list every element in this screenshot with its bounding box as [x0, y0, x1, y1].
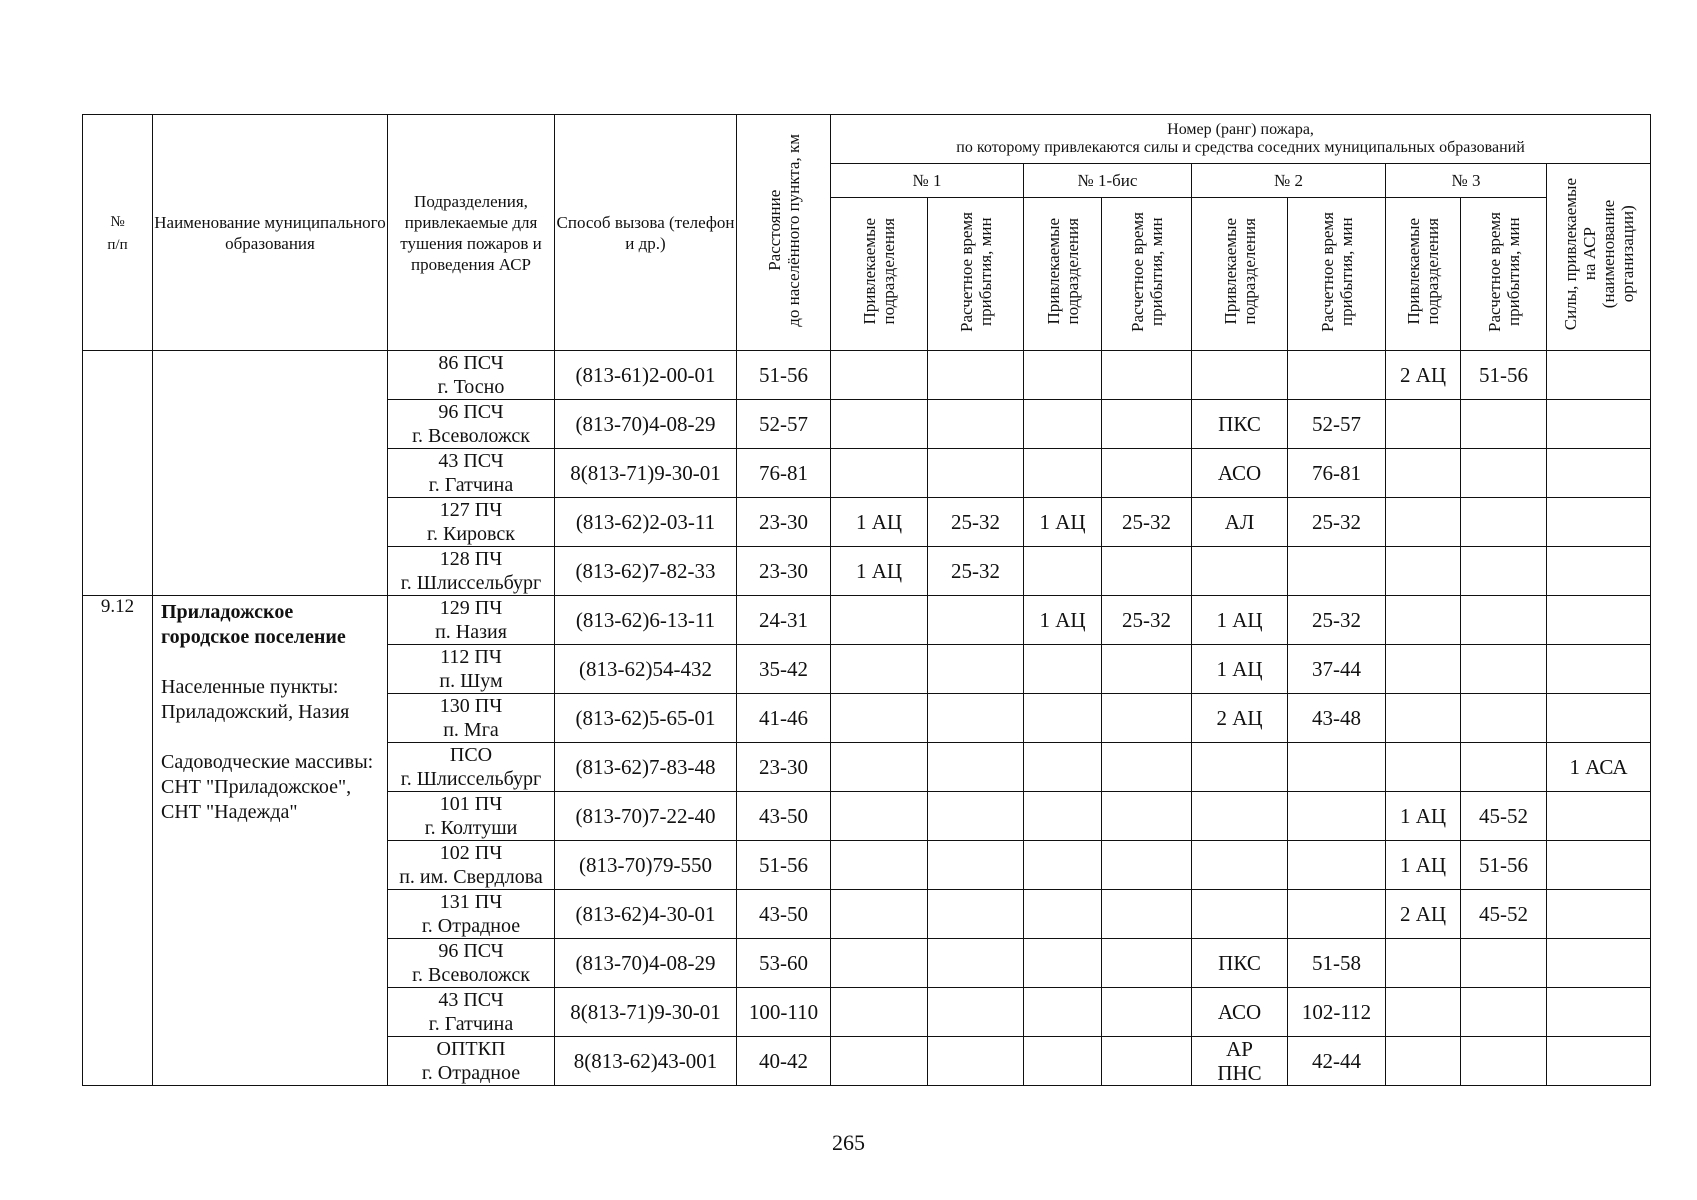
- r1b-time-cell: [1102, 890, 1192, 939]
- unit-location: п. Назия: [435, 621, 507, 643]
- r1b-time-cell: [1102, 939, 1192, 988]
- r3-time-cell: [1461, 939, 1547, 988]
- r1-time-cell: [928, 351, 1024, 400]
- r3-time-cell: [1461, 400, 1547, 449]
- asr-cell: [1547, 841, 1651, 890]
- r1b-time-cell: [1102, 988, 1192, 1037]
- unit-cell: [388, 841, 555, 890]
- header-r1-units: Привлекаемые подразделения: [831, 198, 928, 351]
- unit-cell: [388, 645, 555, 694]
- unit-location: г. Колтуши: [424, 817, 518, 839]
- phone-cell: (813-62)6-13-11: [555, 596, 737, 645]
- distance-cell: 23-30: [737, 498, 831, 547]
- r3-units-cell: 1 АЦ: [1386, 841, 1461, 890]
- asr-cell: [1547, 547, 1651, 596]
- header-r1-time: Расчетное время прибытия, мин: [928, 198, 1024, 351]
- r1-units-cell: [831, 400, 928, 449]
- fire-forces-table: [82, 114, 1651, 1086]
- header-r3-time: Расчетное время прибытия, мин: [1461, 198, 1547, 351]
- r3-units-cell: [1386, 694, 1461, 743]
- unit-name: 129 ПЧ: [439, 597, 503, 619]
- asr-cell: 1 АСА: [1547, 743, 1651, 792]
- asr-cell: [1547, 890, 1651, 939]
- r3-units-cell: [1386, 596, 1461, 645]
- unit-cell: [388, 939, 555, 988]
- r2-units-cell: [1192, 792, 1288, 841]
- r3-time-cell: [1461, 596, 1547, 645]
- unit-name: 96 ПСЧ: [438, 401, 504, 423]
- r1-units-cell: [831, 890, 928, 939]
- r3-time-cell: [1461, 1037, 1547, 1086]
- phone-cell: (813-62)7-82-33: [555, 547, 737, 596]
- r2-time-cell: 42-44: [1288, 1037, 1386, 1086]
- r1-time-cell: [928, 792, 1024, 841]
- r1-units-cell: [831, 449, 928, 498]
- r3-time-cell: 45-52: [1461, 792, 1547, 841]
- asr-cell: [1547, 449, 1651, 498]
- unit-name: 130 ПЧ: [439, 695, 503, 717]
- phone-cell: 8(813-71)9-30-01: [555, 449, 737, 498]
- header-municipality: Наименование муниципального образования: [153, 115, 388, 351]
- distance-cell: 24-31: [737, 596, 831, 645]
- header-r3-units: Привлекаемые подразделения: [1386, 198, 1461, 351]
- header-asr-forces: Силы, привлекаемые на АСР (наименование организации): [1547, 164, 1651, 351]
- unit-location: г. Кировск: [427, 523, 515, 545]
- unit-name: 86 ПСЧ: [438, 352, 504, 374]
- distance-cell: 53-60: [737, 939, 831, 988]
- r1b-time-cell: [1102, 645, 1192, 694]
- r2-time-cell: [1288, 890, 1386, 939]
- distance-cell: 41-46: [737, 694, 831, 743]
- r1-time-cell: [928, 645, 1024, 694]
- r1-units-cell: [831, 694, 928, 743]
- r2-time-cell: 37-44: [1288, 645, 1386, 694]
- unit-name: 96 ПСЧ: [438, 940, 504, 962]
- r1-time-cell: [928, 988, 1024, 1037]
- r1b-units-cell: [1024, 1037, 1102, 1086]
- distance-cell: 43-50: [737, 890, 831, 939]
- asr-cell: [1547, 1037, 1651, 1086]
- r1-units-cell: [831, 988, 928, 1037]
- r3-units-cell: 2 АЦ: [1386, 890, 1461, 939]
- unit-location: п. Шум: [439, 670, 503, 692]
- r1-time-cell: [928, 939, 1024, 988]
- r1-time-cell: [928, 890, 1024, 939]
- r2-time-cell: 51-58: [1288, 939, 1386, 988]
- header-distance: Расстояние до населённого пункта, км: [737, 115, 831, 351]
- unit-name: 102 ПЧ: [439, 842, 503, 864]
- distance-cell: 52-57: [737, 400, 831, 449]
- r1b-units-cell: [1024, 890, 1102, 939]
- distance-cell: 40-42: [737, 1037, 831, 1086]
- unit-cell: [388, 351, 555, 400]
- phone-cell: (813-70)4-08-29: [555, 400, 737, 449]
- r2-time-cell: [1288, 841, 1386, 890]
- phone-cell: (813-62)4-30-01: [555, 890, 737, 939]
- header-rank-1bis: № 1-бис: [1024, 164, 1192, 198]
- r3-units-cell: 2 АЦ: [1386, 351, 1461, 400]
- r1b-units-cell: [1024, 743, 1102, 792]
- unit-cell: [388, 890, 555, 939]
- r1-units-cell: [831, 743, 928, 792]
- municipality-cell: [153, 596, 388, 1086]
- r2-units-cell: [1192, 890, 1288, 939]
- header-rank-3: № 3: [1386, 164, 1547, 198]
- r1-time-cell: [928, 841, 1024, 890]
- r1b-time-cell: 25-32: [1102, 498, 1192, 547]
- unit-cell: [388, 449, 555, 498]
- asr-cell: [1547, 792, 1651, 841]
- unit-cell: [388, 694, 555, 743]
- unit-name: 43 ПСЧ: [438, 450, 504, 472]
- r1b-time-cell: [1102, 694, 1192, 743]
- r1b-time-cell: [1102, 400, 1192, 449]
- r2-units-cell: [1192, 547, 1288, 596]
- r1b-time-cell: [1102, 792, 1192, 841]
- asr-cell: [1547, 400, 1651, 449]
- unit-location: п. им. Свердлова: [399, 866, 543, 888]
- r3-units-cell: 1 АЦ: [1386, 792, 1461, 841]
- r3-units-cell: [1386, 645, 1461, 694]
- unit-cell: [388, 792, 555, 841]
- r2-time-cell: [1288, 547, 1386, 596]
- r1-time-cell: [928, 743, 1024, 792]
- phone-cell: (813-62)5-65-01: [555, 694, 737, 743]
- municipality-empty: [153, 351, 388, 596]
- unit-name: 101 ПЧ: [439, 793, 503, 815]
- municipality-title: Приладожское городское поселение: [161, 601, 346, 648]
- r3-units-cell: [1386, 449, 1461, 498]
- distance-cell: 51-56: [737, 351, 831, 400]
- r3-time-cell: [1461, 694, 1547, 743]
- r3-units-cell: [1386, 743, 1461, 792]
- r3-time-cell: [1461, 988, 1547, 1037]
- r2-time-cell: [1288, 743, 1386, 792]
- r2-time-cell: 52-57: [1288, 400, 1386, 449]
- asr-cell: [1547, 596, 1651, 645]
- phone-cell: (813-62)2-03-11: [555, 498, 737, 547]
- r2-units-cell: АР ПНС: [1192, 1037, 1288, 1086]
- r2-units-cell: АЛ: [1192, 498, 1288, 547]
- header-units: Подразделения, привлекаемые для тушения пожаров и проведения АСР: [388, 115, 555, 351]
- r2-time-cell: 102-112: [1288, 988, 1386, 1037]
- r2-units-cell: [1192, 351, 1288, 400]
- r1-units-cell: [831, 596, 928, 645]
- r1b-units-cell: [1024, 988, 1102, 1037]
- phone-cell: (813-70)4-08-29: [555, 939, 737, 988]
- r2-units-cell: [1192, 841, 1288, 890]
- r3-time-cell: [1461, 449, 1547, 498]
- unit-cell: [388, 400, 555, 449]
- phone-cell: (813-62)7-83-48: [555, 743, 737, 792]
- r1-units-cell: [831, 351, 928, 400]
- unit-location: п. Мга: [443, 719, 499, 741]
- r2-units-cell: 1 АЦ: [1192, 645, 1288, 694]
- page-number: 265: [832, 1130, 865, 1155]
- unit-location: г. Тосно: [437, 376, 505, 398]
- r2-units-cell: АСО: [1192, 988, 1288, 1037]
- r3-time-cell: 51-56: [1461, 351, 1547, 400]
- r3-units-cell: [1386, 1037, 1461, 1086]
- settlements-text: Населенные пункты: Приладожский, Назия: [161, 676, 350, 723]
- unit-name: 131 ПЧ: [439, 891, 503, 913]
- asr-cell: [1547, 694, 1651, 743]
- phone-cell: 8(813-62)43-001: [555, 1037, 737, 1086]
- unit-name: ПСО: [449, 744, 493, 766]
- r1b-units-cell: [1024, 939, 1102, 988]
- unit-location: г. Всеволожск: [412, 425, 530, 447]
- phone-cell: 8(813-71)9-30-01: [555, 988, 737, 1037]
- unit-cell: [388, 596, 555, 645]
- distance-cell: 43-50: [737, 792, 831, 841]
- header-r2-units: Привлекаемые подразделения: [1192, 198, 1288, 351]
- r1-units-cell: [831, 1037, 928, 1086]
- r1-time-cell: [928, 694, 1024, 743]
- r1b-units-cell: 1 АЦ: [1024, 596, 1102, 645]
- r2-units-cell: ПКС: [1192, 939, 1288, 988]
- distance-cell: 23-30: [737, 547, 831, 596]
- unit-cell: [388, 743, 555, 792]
- unit-cell: [388, 1037, 555, 1086]
- r1b-units-cell: 1 АЦ: [1024, 498, 1102, 547]
- r2-time-cell: [1288, 351, 1386, 400]
- r1b-units-cell: [1024, 400, 1102, 449]
- r1b-units-cell: [1024, 841, 1102, 890]
- r3-time-cell: [1461, 645, 1547, 694]
- r1-time-cell: [928, 449, 1024, 498]
- unit-location: г. Шлиссельбург: [400, 572, 542, 594]
- r1-time-cell: 25-32: [928, 547, 1024, 596]
- unit-cell: [388, 988, 555, 1037]
- r3-time-cell: 45-52: [1461, 890, 1547, 939]
- unit-cell: [388, 498, 555, 547]
- header-rank-1: № 1: [831, 164, 1024, 198]
- phone-cell: (813-61)2-00-01: [555, 351, 737, 400]
- r3-units-cell: [1386, 547, 1461, 596]
- unit-name: 128 ПЧ: [439, 548, 503, 570]
- unit-name: 127 ПЧ: [439, 499, 503, 521]
- phone-cell: (813-62)54-432: [555, 645, 737, 694]
- header-rank-2: № 2: [1192, 164, 1386, 198]
- asr-cell: [1547, 939, 1651, 988]
- unit-location: г. Гатчина: [428, 1013, 514, 1035]
- r3-units-cell: [1386, 988, 1461, 1037]
- header-r1b-units: Привлекаемые подразделения: [1024, 198, 1102, 351]
- r2-units-cell: 1 АЦ: [1192, 596, 1288, 645]
- unit-location: г. Отрадное: [421, 915, 521, 937]
- r3-units-cell: [1386, 498, 1461, 547]
- r2-time-cell: 76-81: [1288, 449, 1386, 498]
- table-row: [83, 596, 1651, 645]
- r2-units-cell: ПКС: [1192, 400, 1288, 449]
- r1b-units-cell: [1024, 792, 1102, 841]
- asr-cell: [1547, 498, 1651, 547]
- asr-cell: [1547, 645, 1651, 694]
- r2-units-cell: [1192, 743, 1288, 792]
- r1b-units-cell: [1024, 694, 1102, 743]
- unit-name: 112 ПЧ: [440, 646, 502, 668]
- r3-time-cell: [1461, 498, 1547, 547]
- r3-time-cell: 51-56: [1461, 841, 1547, 890]
- r1b-time-cell: [1102, 1037, 1192, 1086]
- r1b-units-cell: [1024, 351, 1102, 400]
- unit-location: г. Отрадное: [421, 1062, 521, 1084]
- distance-cell: 35-42: [737, 645, 831, 694]
- r1b-units-cell: [1024, 547, 1102, 596]
- r1b-time-cell: [1102, 449, 1192, 498]
- r1-units-cell: [831, 792, 928, 841]
- r3-units-cell: [1386, 939, 1461, 988]
- r1-units-cell: [831, 939, 928, 988]
- phone-cell: (813-70)7-22-40: [555, 792, 737, 841]
- r1-time-cell: 25-32: [928, 498, 1024, 547]
- r1b-units-cell: [1024, 449, 1102, 498]
- asr-cell: [1547, 988, 1651, 1037]
- asr-cell: [1547, 351, 1651, 400]
- header-call-method: Способ вызова (телефон и др.): [555, 115, 737, 351]
- r3-units-cell: [1386, 400, 1461, 449]
- header-r2-time: Расчетное время прибытия, мин: [1288, 198, 1386, 351]
- r1b-time-cell: [1102, 841, 1192, 890]
- r2-time-cell: 25-32: [1288, 498, 1386, 547]
- r1-units-cell: [831, 841, 928, 890]
- distance-cell: 23-30: [737, 743, 831, 792]
- r1-units-cell: 1 АЦ: [831, 547, 928, 596]
- r1-units-cell: [831, 645, 928, 694]
- r1-time-cell: [928, 400, 1024, 449]
- unit-cell: [388, 547, 555, 596]
- r1b-time-cell: [1102, 351, 1192, 400]
- distance-cell: 51-56: [737, 841, 831, 890]
- table-row: [83, 351, 1651, 400]
- unit-name: 43 ПСЧ: [438, 989, 504, 1011]
- r3-time-cell: [1461, 743, 1547, 792]
- r1-units-cell: 1 АЦ: [831, 498, 928, 547]
- unit-name: ОПТКП: [436, 1038, 506, 1060]
- r3-time-cell: [1461, 547, 1547, 596]
- r2-units-cell: АСО: [1192, 449, 1288, 498]
- r1b-units-cell: [1024, 645, 1102, 694]
- r1b-time-cell: 25-32: [1102, 596, 1192, 645]
- r2-time-cell: 25-32: [1288, 596, 1386, 645]
- header-r1b-time: Расчетное время прибытия, мин: [1102, 198, 1192, 351]
- unit-location: г. Всеволожск: [412, 964, 530, 986]
- unit-location: г. Гатчина: [428, 474, 514, 496]
- header-fire-rank: Номер (ранг) пожара, по которому привлекаются силы и средства соседних муниципальных образований: [831, 115, 1651, 164]
- r1b-time-cell: [1102, 547, 1192, 596]
- r1b-time-cell: [1102, 743, 1192, 792]
- r1-time-cell: [928, 1037, 1024, 1086]
- r2-time-cell: 43-48: [1288, 694, 1386, 743]
- r2-time-cell: [1288, 792, 1386, 841]
- distance-cell: 76-81: [737, 449, 831, 498]
- r2-units-cell: 2 АЦ: [1192, 694, 1288, 743]
- row-number: 9.12: [83, 596, 153, 1086]
- phone-cell: (813-70)79-550: [555, 841, 737, 890]
- row-number-empty: [83, 351, 153, 596]
- unit-location: г. Шлиссельбург: [400, 768, 542, 790]
- r1-time-cell: [928, 596, 1024, 645]
- garden-text: Садоводческие массивы: СНТ "Приладожское", СНТ "Надежда": [161, 751, 374, 823]
- header-number: № п/п: [83, 115, 153, 351]
- distance-cell: 100-110: [737, 988, 831, 1037]
